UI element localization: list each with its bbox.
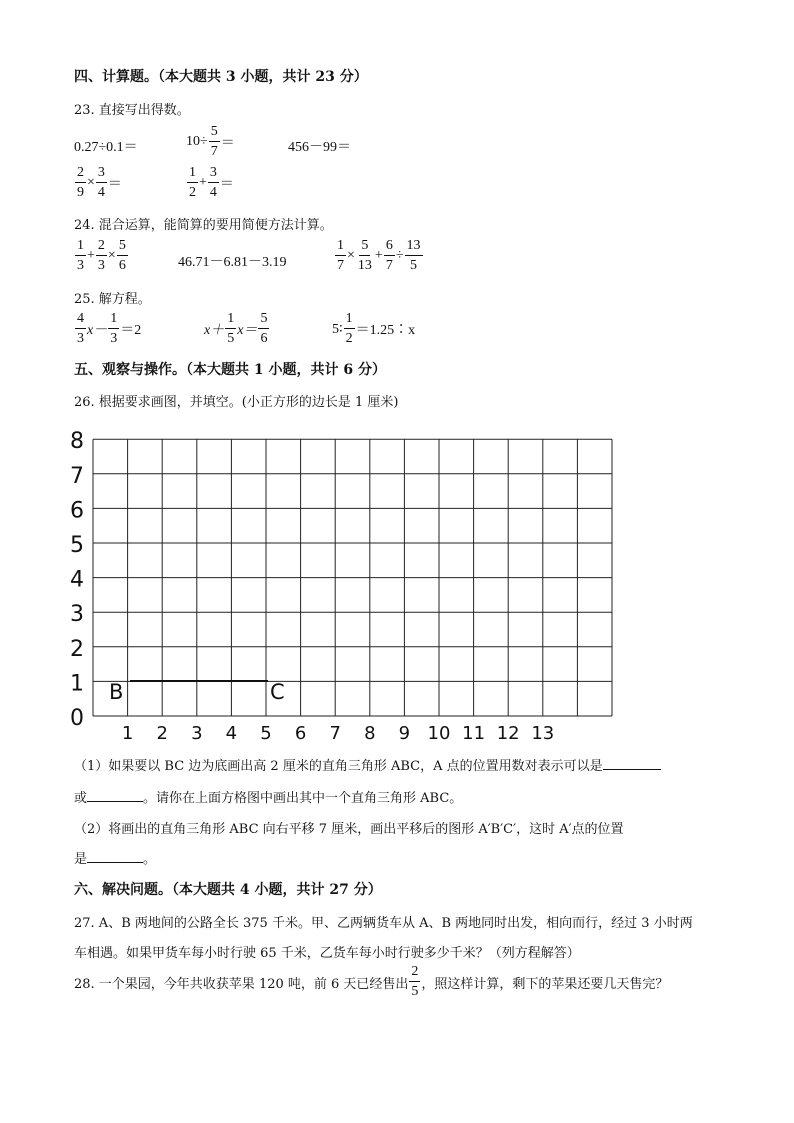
q26-part1-or: 或 bbox=[74, 791, 88, 806]
q24-expr-a bbox=[74, 239, 129, 273]
y-tick-label: 7 bbox=[70, 463, 84, 489]
q26-part2-end: 。 bbox=[143, 852, 157, 867]
section-4-title: 四、计算题。（本大题共 3 小题，共计 23 分） bbox=[74, 69, 368, 85]
denominator: 3 bbox=[110, 331, 118, 346]
denominator: 7 bbox=[210, 144, 218, 159]
x-tick-label: 8 bbox=[364, 723, 376, 740]
q24-expr-c bbox=[334, 239, 424, 273]
question-27-line1: 27. A、B 两地间的公路全长 375 千米。甲、乙两辆货车从 A、B 两地同时出发，相向而行，经过 3 小时两 bbox=[74, 916, 693, 931]
numerator: 1 bbox=[108, 312, 119, 329]
denominator: 4 bbox=[97, 185, 105, 200]
x-tick-label: 5 bbox=[260, 723, 272, 740]
q23-expr-2 bbox=[186, 125, 235, 159]
denominator: 2 bbox=[345, 331, 353, 346]
numerator: 1 bbox=[187, 166, 198, 183]
x-tick-label: 12 bbox=[496, 723, 520, 740]
fraction bbox=[208, 166, 219, 200]
x-axis-labels bbox=[122, 723, 554, 740]
q26-part2-line1: （2）将画出的直角三角形 ABC 向右平移 7 厘米，画出平移后的图形 A′B′C′，这时 A′点的位置 bbox=[74, 822, 624, 837]
fraction bbox=[75, 312, 86, 346]
grid-lines bbox=[93, 439, 612, 716]
fraction bbox=[96, 166, 107, 200]
numerator: 5 bbox=[209, 125, 220, 142]
answer-blank[interactable] bbox=[87, 848, 143, 863]
operator: × bbox=[87, 175, 95, 190]
fraction bbox=[75, 166, 86, 200]
fraction bbox=[335, 239, 346, 273]
numerator: 13 bbox=[405, 239, 423, 256]
section-6-title: 六、解决问题。（本大题共 4 小题，共计 27 分） bbox=[74, 882, 382, 898]
fraction bbox=[344, 312, 355, 346]
numerator: 1 bbox=[335, 239, 346, 256]
question-28-post: ，照这样计算，剩下的苹果还要几天售完？ bbox=[421, 976, 669, 992]
question-23-label: 23. 直接写出得数。 bbox=[74, 103, 190, 118]
operator: + bbox=[87, 248, 95, 263]
operator: ÷ bbox=[395, 248, 404, 263]
coordinate-grid bbox=[62, 422, 632, 740]
numerator: 2 bbox=[96, 239, 107, 256]
fraction bbox=[384, 239, 395, 273]
denominator: 9 bbox=[77, 185, 84, 200]
denominator: 3 bbox=[77, 331, 84, 346]
x-tick-label: 11 bbox=[462, 723, 486, 740]
term: x－ bbox=[87, 323, 108, 338]
denominator: 13 bbox=[357, 258, 372, 273]
question-25-label: 25. 解方程。 bbox=[74, 292, 151, 307]
term: x＝ bbox=[237, 323, 258, 338]
y-tick-label: 6 bbox=[70, 498, 84, 524]
fraction bbox=[356, 239, 374, 273]
q23-expr-4 bbox=[74, 166, 122, 200]
numerator: 2 bbox=[75, 166, 86, 183]
q26-part1-instruction: 。请你在上面方格图中画出其中一个直角三角形 ABC。 bbox=[143, 791, 463, 806]
y-axis-labels bbox=[70, 429, 84, 731]
question-24-label: 24. 混合运算，能简算的要用简便方法计算。 bbox=[74, 218, 333, 233]
fraction bbox=[209, 125, 220, 159]
term: ＝2 bbox=[120, 323, 142, 338]
numerator: 5 bbox=[117, 239, 128, 256]
q23-expr-1: 0.27÷0.1＝ bbox=[74, 140, 138, 155]
q23-expr-2-post: ＝ bbox=[220, 136, 235, 151]
x-tick-label: 2 bbox=[156, 723, 168, 740]
numerator: 1 bbox=[225, 312, 236, 329]
numerator: 2 bbox=[409, 965, 420, 982]
denominator: 5 bbox=[410, 258, 417, 273]
y-tick-label: 0 bbox=[70, 706, 84, 731]
denominator: 7 bbox=[337, 258, 344, 273]
point-c-label: C bbox=[270, 680, 285, 704]
x-tick-label: 13 bbox=[531, 723, 555, 740]
q26-part1-text: （1）如果要以 BC 边为底画出高 2 厘米的直角三角形 ABC，A 点的位置用数对表示可以是 bbox=[74, 759, 603, 774]
numerator: 4 bbox=[75, 312, 86, 329]
numerator: 5 bbox=[258, 312, 269, 329]
y-tick-label: 3 bbox=[70, 602, 84, 628]
x-tick-label: 1 bbox=[121, 723, 134, 740]
q26-part1-line2 bbox=[74, 787, 462, 806]
fraction bbox=[108, 312, 119, 346]
x-tick-label: 3 bbox=[191, 723, 203, 740]
x-tick-label: 10 bbox=[427, 723, 451, 740]
q23-expr-2-pre: 10÷ bbox=[186, 134, 208, 149]
equals: ＝ bbox=[107, 177, 122, 192]
fraction bbox=[225, 312, 236, 346]
fraction bbox=[409, 965, 420, 999]
q25-eq-c bbox=[332, 312, 415, 346]
numerator: 5 bbox=[359, 239, 370, 256]
x-tick-label: 7 bbox=[329, 723, 341, 740]
q26-part2-line2 bbox=[74, 848, 156, 867]
q26-part1-line1 bbox=[74, 755, 661, 774]
y-tick-label: 1 bbox=[70, 671, 84, 697]
operator: × bbox=[107, 248, 116, 263]
term: x＋ bbox=[204, 323, 225, 338]
denominator: 4 bbox=[209, 185, 217, 200]
x-tick-label: 6 bbox=[294, 723, 307, 740]
denominator: 6 bbox=[260, 331, 268, 346]
q24-expr-b: 46.71－6.81－3.19 bbox=[178, 255, 287, 270]
y-tick-label: 5 bbox=[70, 533, 84, 558]
operator: + bbox=[374, 248, 383, 263]
question-27-line2: 车相遇。如果甲货车每小时行驶 65 千米，乙货车每小时行驶多少千米？（列方程解答） bbox=[74, 946, 580, 961]
denominator: 3 bbox=[77, 258, 84, 273]
numerator: 6 bbox=[384, 239, 395, 256]
term: ＝1.25∶x bbox=[355, 323, 416, 338]
fraction bbox=[96, 239, 107, 273]
question-26-label: 26. 根据要求画图，并填空。(小正方形的边长是 1 厘米) bbox=[74, 395, 399, 410]
fraction bbox=[75, 239, 86, 273]
answer-blank[interactable] bbox=[87, 787, 143, 802]
answer-blank[interactable] bbox=[603, 755, 661, 770]
equals: ＝ bbox=[219, 177, 234, 192]
section-5-title: 五、观察与操作。（本大题共 1 小题，共计 6 分） bbox=[74, 362, 386, 378]
denominator: 5 bbox=[411, 984, 419, 999]
numerator: 1 bbox=[344, 312, 355, 329]
term: 5∶ bbox=[332, 321, 343, 337]
q25-eq-b bbox=[204, 312, 270, 346]
y-tick-label: 2 bbox=[70, 636, 84, 662]
y-tick-label: 4 bbox=[70, 567, 84, 593]
numerator: 3 bbox=[208, 166, 219, 183]
fraction bbox=[405, 239, 423, 273]
question-28 bbox=[74, 965, 668, 999]
fraction bbox=[187, 166, 198, 200]
q26-part2-is: 是 bbox=[74, 852, 88, 867]
x-tick-label: 9 bbox=[398, 723, 411, 740]
denominator: 5 bbox=[227, 331, 235, 346]
denominator: 7 bbox=[385, 258, 393, 273]
numerator: 3 bbox=[96, 166, 107, 183]
q23-expr-3: 456－99＝ bbox=[288, 140, 351, 155]
denominator: 6 bbox=[118, 258, 126, 273]
denominator: 3 bbox=[97, 258, 105, 273]
q25-eq-a bbox=[74, 312, 141, 346]
operator: × bbox=[347, 248, 355, 263]
fraction bbox=[258, 312, 269, 346]
operator: + bbox=[199, 175, 207, 190]
numerator: 1 bbox=[75, 239, 86, 256]
question-28-pre: 28. 一个果园，今年共收获苹果 120 吨，前 6 天已经售出 bbox=[74, 976, 409, 992]
denominator: 2 bbox=[189, 185, 196, 200]
q23-expr-5 bbox=[186, 166, 234, 200]
point-b-label: B bbox=[109, 680, 124, 704]
fraction bbox=[117, 239, 128, 273]
x-tick-label: 4 bbox=[225, 723, 238, 740]
y-tick-label: 8 bbox=[70, 429, 84, 455]
